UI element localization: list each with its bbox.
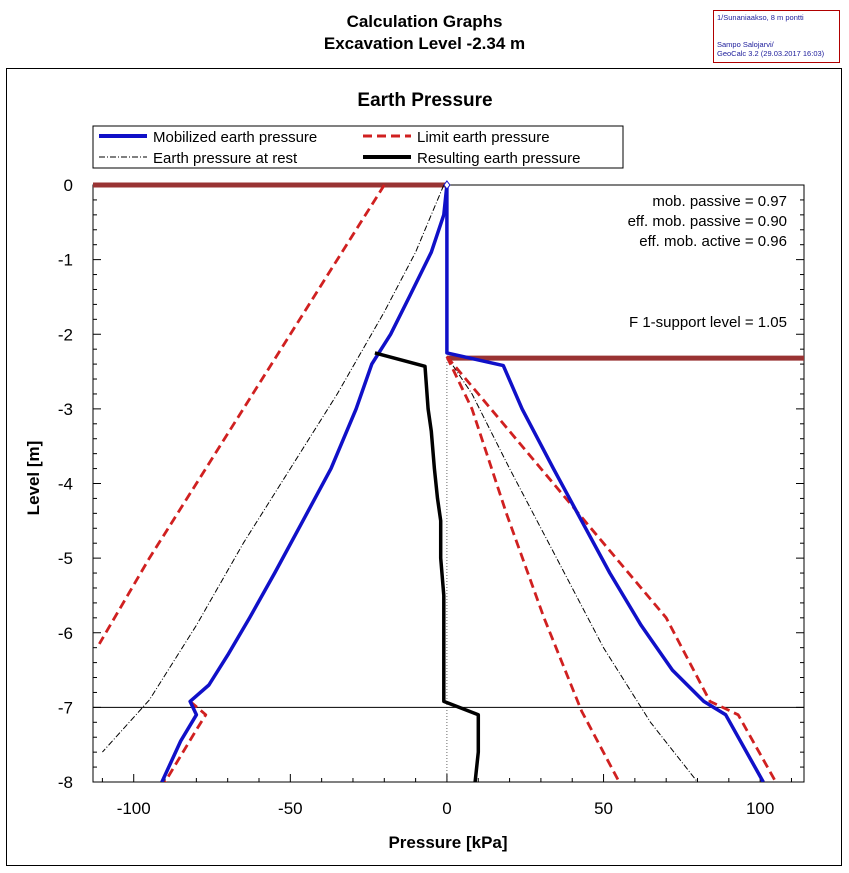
x-tick-label: 100: [745, 799, 775, 818]
y-tick-label: -4: [57, 474, 73, 494]
x-tick-label: 0: [442, 799, 452, 818]
info-line-project: 1/Sunaniaakso, 8 m pontti: [717, 13, 804, 22]
series-2-segment-1: [447, 357, 698, 782]
y-tick-label: 0: [63, 176, 73, 195]
y-tick-label: -7: [57, 698, 73, 718]
annotation-3: F 1-support level = 1.05: [628, 314, 787, 331]
x-tick-label: -50: [278, 799, 303, 818]
legend-label-at-rest: Earth pressure at rest: [153, 150, 298, 167]
header-title-line-1: Calculation Graphs: [346, 12, 503, 31]
series-0-segment-1: [447, 185, 763, 782]
series-1-segment-2: [447, 357, 619, 782]
y-tick-label: -3: [57, 399, 73, 419]
wall-top-marker: [444, 181, 450, 189]
info-line-software: GeoCalc 3.2 (29.03.2017 16:03): [717, 49, 825, 58]
x-tick-label: 50: [594, 799, 614, 818]
annotation-2: eff. mob. active = 0.96: [639, 233, 787, 250]
y-tick-label: -5: [57, 549, 73, 569]
series-3-segment-0: [375, 353, 478, 782]
header-title-line-2: Excavation Level -2.34 m: [323, 34, 526, 53]
y-tick-label: -2: [57, 325, 73, 345]
y-axis-label: Level [m]: [24, 440, 43, 516]
annotation-0: mob. passive = 0.97: [652, 193, 787, 210]
annotation-1: eff. mob. passive = 0.90: [627, 213, 787, 230]
x-axis-label: Pressure [kPa]: [388, 833, 508, 852]
x-tick-label: -100: [116, 799, 151, 818]
chart-title: Earth Pressure: [357, 90, 493, 111]
legend-label-limit: Limit earth pressure: [417, 129, 550, 146]
legend-label-resulting: Resulting earth pressure: [417, 150, 581, 167]
series-2-segment-0: [102, 185, 443, 752]
series-0-segment-0: [162, 185, 447, 782]
series-1-segment-1: [165, 701, 206, 782]
legend: [93, 126, 623, 168]
y-tick-label: -6: [57, 623, 73, 643]
series-1-segment-0: [99, 185, 384, 644]
info-line-author: Sampo Salojarvi/: [717, 40, 774, 49]
y-tick-label: -1: [57, 250, 73, 270]
y-tick-label: -8: [57, 773, 73, 792]
legend-label-mobilized: Mobilized earth pressure: [153, 129, 318, 146]
